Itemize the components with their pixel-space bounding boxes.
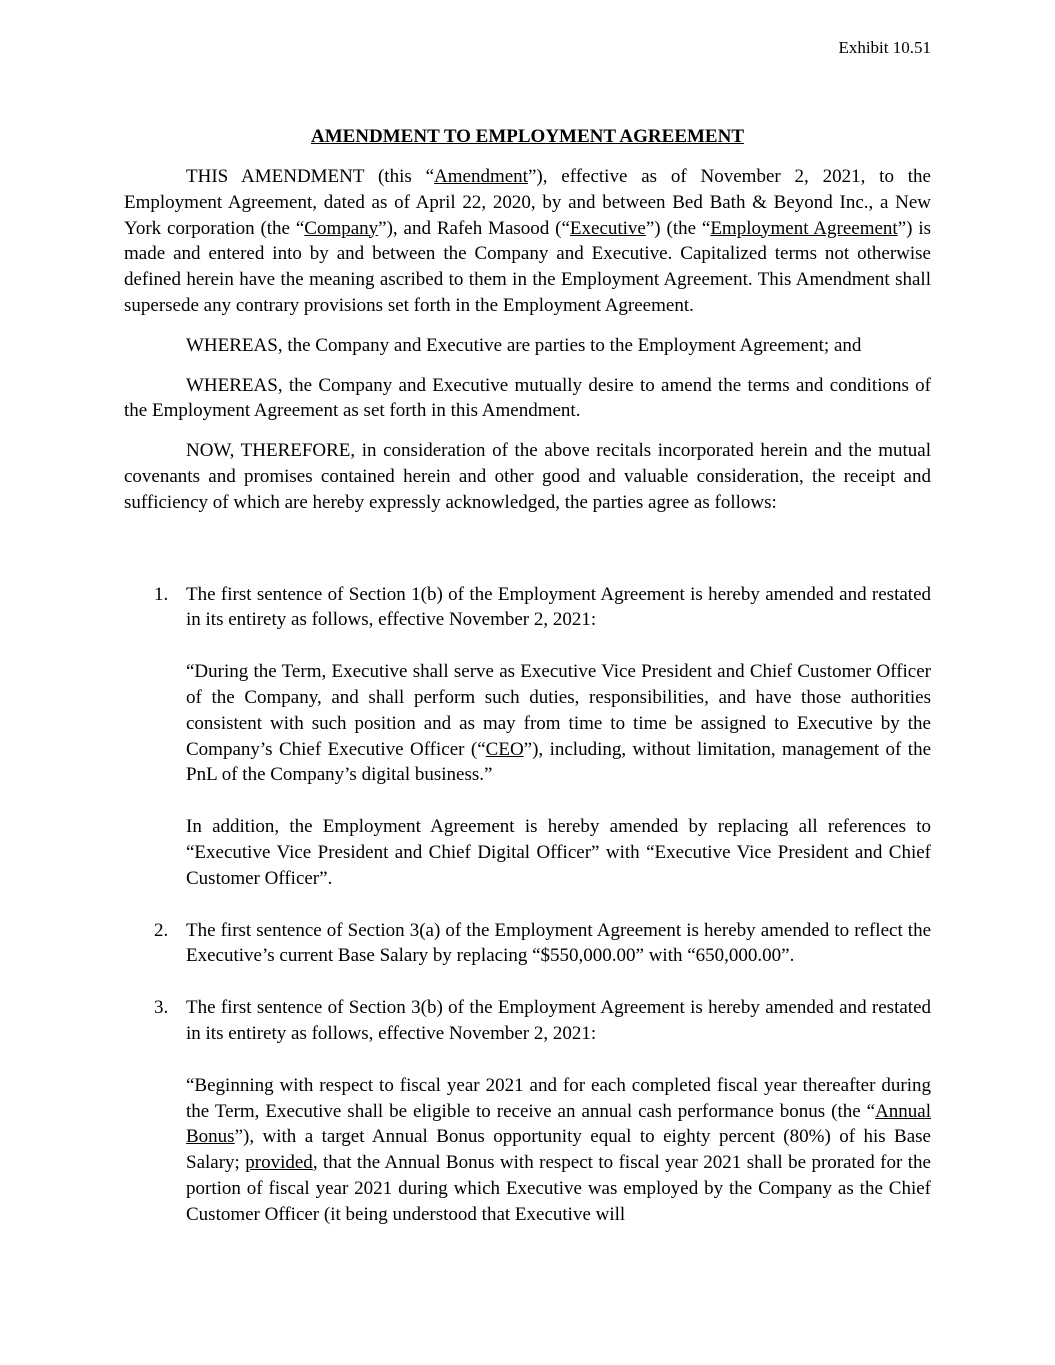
list-item-number: 3.	[154, 997, 169, 1019]
list-item	[124, 582, 931, 634]
defined-term-provided: provided	[245, 1152, 313, 1174]
amendment-list	[124, 582, 931, 1228]
now-therefore-paragraph: NOW, THEREFORE, in consideration of the above recitals incorporated herein and the mutual covenants and promises contained herein and other good and valuable consideration, the receipt and sufficiency of which are hereby expressly acknowledged, the parties agree as follows:	[124, 440, 931, 513]
document-title: AMENDMENT TO EMPLOYMENT AGREEMENT	[310, 126, 744, 147]
document-body	[124, 164, 931, 1228]
quoted-provision: “During the Term, Executive shall serve as Executive Vice President and Chief Customer Officer of the Company, and shall perform such duties, responsibilities, and have those authorities consistent with such position and as may from time to time be assigned to Executive by the Company’s Chief Executive Officer (“CEO”), including, without limitation, management of the PnL of the Company’s digital business.”	[186, 661, 931, 786]
list-item-text: The first sentence of Section 3(b) of the Employment Agreement is hereby amended and restated in its entirety as follows, effective November 2, 2021:	[186, 997, 931, 1044]
addition-paragraph: In addition, the Employment Agreement is hereby amended by replacing all references to “Executive Vice President and Chief Digital Officer” with “Executive Vice President and Chief Customer Officer”.	[186, 816, 931, 889]
list-item-text: The first sentence of Section 3(a) of the Employment Agreement is hereby amended to reflect the Executive’s current Base Salary by replacing “$550,000.00” with “650,000.00”.	[186, 919, 931, 967]
list-item-number: 2.	[154, 919, 169, 941]
quoted-provision: “Beginning with respect to fiscal year 2021 and for each completed fiscal year thereafter during the Term, Executive shall be eligible to receive an annual cash performance bonus (the “Annual Bonus”), with a target Annual Bonus opportunity equal to eighty percent (80%) of his Base Salary; provided, that the Annual Bonus with respect to fiscal year 2021 shall be prorated for the portion of fiscal year 2021 during which Executive was employed by the Company as the Chief Customer Officer (it being understood that Executive will	[186, 1074, 931, 1225]
defined-term-ceo: CEO	[485, 738, 524, 760]
defined-term-company: Company	[304, 217, 379, 239]
defined-term-amendment: Amendment	[434, 166, 528, 187]
defined-term-employment-agreement: Employment Agreement	[710, 217, 898, 239]
list-item	[124, 918, 931, 970]
whereas-paragraph-1: WHEREAS, the Company and Executive are parties to the Employment Agreement; and	[186, 334, 862, 356]
exhibit-label: Exhibit 10.51	[838, 38, 931, 57]
list-item-text: The first sentence of Section 1(b) of the Employment Agreement is hereby amended and restated in its entirety as follows, effective November 2, 2021:	[186, 583, 931, 631]
defined-term-executive: Executive	[569, 217, 646, 239]
intro-paragraph: THIS AMENDMENT (this “Amendment”), effective as of November 2, 2021, to the Employment Agreement, dated as of April 22, 2020, by and between Bed Bath & Beyond Inc., a New York corporation (the “Company”), and Rafeh Masood (“Executive”) (the “Employment Agreement”) is made and entered into by and between the Company and Executive. Capitalized terms not otherwise defined herein have the meaning ascribed to them in the Employment Agreement. This Amendment shall supersede any contrary provisions set forth in the Employment Agreement.	[124, 166, 931, 316]
defined-term-annual-bonus: Annual Bonus	[186, 1100, 931, 1148]
whereas-paragraph-2: WHEREAS, the Company and Executive mutually desire to amend the terms and conditions of the Employment Agreement as set forth in this Amendment.	[124, 374, 931, 422]
list-item	[124, 995, 931, 1047]
list-item-number: 1.	[154, 583, 169, 605]
